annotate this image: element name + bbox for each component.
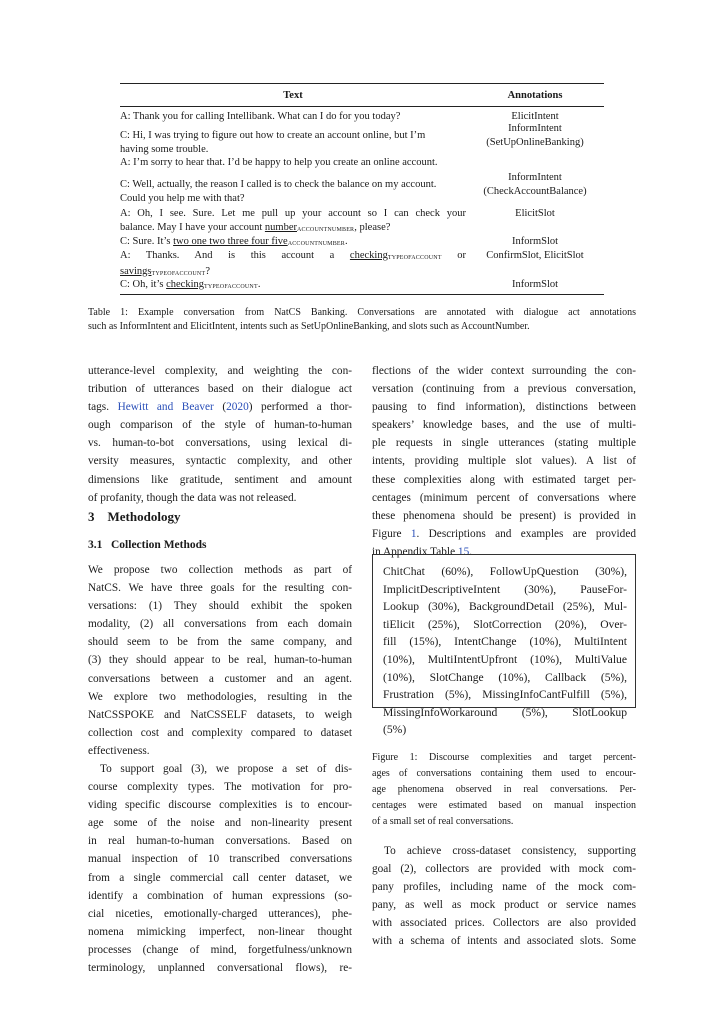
text-line — [372, 525, 636, 543]
text-line: manual inspection of 10 transcribed conversations — [88, 853, 352, 866]
slot-value: two one two three four five — [173, 236, 288, 247]
text-line: We explore two methodologies, resulting in the — [88, 690, 352, 703]
table-ref-link[interactable]: 15 — [457, 545, 470, 558]
text-span: ? — [205, 265, 210, 277]
text-line: centages were estimated based on manual inspection — [372, 800, 636, 811]
right-paragraph-1 — [372, 362, 636, 561]
text-line: these phenomena should be present) is provided in — [372, 509, 636, 522]
subsection-number: 3.1 — [88, 539, 103, 551]
text-line: (10%), SlotChange (10%), Callback (5%), — [383, 670, 627, 684]
text-line: utterance-level complexity, and weighting the con- — [88, 365, 352, 377]
slot-value: checking — [166, 279, 204, 290]
text-line: To support goal (3), we propose a set of dis- — [100, 763, 352, 775]
text-line: nomena mimicking imperfect, non-linear thought — [88, 925, 352, 938]
slot-label: TYPEOFACCOUNT — [387, 255, 442, 261]
figure-1-box — [372, 554, 636, 737]
text-line: centages (minimum percent of conversations where — [372, 491, 636, 504]
text-line: conversations between a customer and an agent. — [88, 672, 352, 685]
text-line: versations: (1) They should exhibit the spoken — [88, 600, 352, 613]
table-header-text: Text — [283, 90, 303, 101]
caption-line: such as InformIntent and ElicitIntent, intents such as SetUpOnlineBanking, and slots such as AccountNumber. — [88, 321, 530, 332]
text-line: effectiveness. — [88, 744, 150, 757]
slot-value: number — [264, 221, 297, 233]
text-line: Frustration (5%), MissingInfoCantFulfill (5%), — [383, 688, 627, 702]
text-line: ImplicitDescriptiveIntent (30%), PauseFor- — [383, 582, 627, 596]
annotation-line: InformIntent — [508, 172, 562, 183]
text-line: Figure 1: Discourse complexities and target percent- — [372, 752, 636, 763]
text-line: MissingInfoWorkaround (5%), SlotLookup — [383, 705, 627, 719]
text-span: Figure — [372, 527, 411, 540]
table-header-annotations: Annotations — [507, 90, 563, 101]
text-span: . — [257, 279, 261, 290]
annotation-line: InformIntent — [508, 123, 562, 134]
row-text-cont: Could you help me with that? — [120, 192, 245, 204]
text-line: ough comparison of the style of human-to-human — [88, 419, 352, 432]
text-line: goal (2), collectors are provided with mock com- — [372, 863, 636, 876]
row-annotation: InformSlot — [511, 236, 559, 247]
row-annotation — [466, 171, 604, 198]
text-line: processes (change of mind, forgetfulness/unknown — [88, 943, 352, 956]
text-line: in real human-to-human conversations. Based on — [88, 835, 352, 848]
citation-year-link[interactable]: 2020 — [226, 401, 249, 414]
text-line: Lookup (30%), BackgroundDetail (25%), Mul- — [383, 600, 627, 614]
text-line: tribution of utterances based on their dialogue act — [88, 383, 352, 396]
text-span: . — [344, 236, 348, 247]
row-annotation: ConfirmSlot, ElicitSlot — [486, 250, 584, 261]
text-span: , please? — [354, 221, 391, 233]
text-line: cial niceties, emotionally-charged utterances), phe- — [88, 907, 352, 920]
text-line: To achieve cross-dataset consistency, supporting — [384, 845, 636, 857]
table-row — [120, 278, 466, 294]
row-annotation: ElicitSlot — [515, 208, 555, 219]
row-text: C: Hi, I was trying to figure out how to create an account online, but I’m — [120, 130, 426, 141]
text-span: C: Sure. It’s — [120, 236, 174, 247]
text-span: tags. — [88, 401, 118, 414]
slot-label: TYPEOFACCOUNT — [204, 284, 258, 290]
text-line: age some of the noise and non-linearity present — [88, 817, 352, 830]
slot-value: checking — [349, 250, 388, 261]
text-line: pany, as well as mock product or service names — [372, 899, 636, 912]
section-title: Methodology — [107, 509, 181, 524]
text-line: dimensions like gratitude, sentiment and amount — [88, 473, 352, 486]
row-text-cont: having some trouble. — [120, 143, 209, 155]
text-line: pausing to find information), distinctions between — [372, 401, 636, 414]
text-line: versation (continuing from a previous conversation, — [372, 383, 636, 396]
text-line: viding specific discourse complexities is to encour- — [88, 799, 352, 812]
figure-1-caption — [372, 750, 636, 830]
annotation-line: (SetUpOnlineBanking) — [486, 136, 584, 148]
text-line: versity measures, syntactic complexity, and other — [88, 455, 352, 468]
table-caption — [88, 306, 636, 334]
annotation-line: (CheckAccountBalance) — [483, 185, 587, 197]
text-line: pany profiles, including name of the mock com- — [372, 881, 636, 894]
text-line: speakers’ knowledge bases, and the use of multi- — [372, 419, 636, 432]
text-line: age phenomena observed in real conversations. Per- — [372, 784, 636, 795]
text-line: modality, (2) all conversations from each domain — [88, 618, 352, 631]
text-line: tiElicit (25%), SlotCorrection (20%), Over- — [383, 617, 627, 631]
text-span: or — [441, 250, 466, 261]
text-line: of a small set of real conversations. — [372, 816, 514, 827]
right-paragraph-2 — [372, 842, 636, 951]
figure-ref-link[interactable]: 1 — [410, 527, 417, 540]
text-span: C: Oh, it’s — [120, 279, 167, 290]
text-line: of profanity, though the data was not released. — [88, 491, 297, 504]
complexity-list — [383, 563, 627, 739]
table-bottom-rule — [120, 294, 604, 295]
row-text — [120, 249, 466, 265]
table-row — [120, 129, 466, 156]
section-number: 3 — [88, 509, 95, 524]
table-row — [120, 178, 466, 205]
row-annotation: InformSlot — [511, 279, 559, 290]
slot-value: savings — [120, 265, 152, 277]
citation-link[interactable]: Hewitt and Beaver — [117, 401, 214, 414]
text-line: with associated prices. Collectors are also provided — [372, 917, 636, 930]
text-line: should seem to be from the same company, and — [88, 636, 352, 649]
text-line: NatCSSPOKE and NatCSSELF datasets, to weigh — [88, 708, 352, 721]
text-span: A: Thanks. And is this account a — [120, 250, 350, 261]
row-text: A: Oh, I see. Sure. Let me pull up your account so I can check your — [120, 208, 466, 219]
text-line: flections of the wider context surrounding the con- — [372, 365, 636, 377]
text-line: with a schema of intents and associated slots. Some — [372, 935, 636, 948]
left-paragraph-3 — [88, 760, 352, 977]
row-text: A: I’m sorry to hear that. I’d be happy to help you create an online account. — [120, 157, 438, 168]
table-top-rule — [120, 83, 604, 84]
row-text: A: Thank you for calling Intellibank. What can I do for you today? — [120, 111, 401, 122]
text-line: vs. human-to-bot conversations, using lexical di- — [88, 437, 352, 450]
left-paragraph-1 — [88, 362, 352, 507]
text-span: ) performed a thor- — [248, 401, 352, 414]
slot-label: ACCOUNTNUMBER — [296, 226, 355, 233]
text-line: in Appendix Table 15. — [372, 545, 473, 558]
row-text-cont — [120, 221, 466, 237]
text-line: NatCS. We have three goals for the resulting con- — [88, 582, 352, 595]
text-line: intents, providing multiple slot values). A list of — [372, 455, 636, 468]
caption-line: Table 1: Example conversation from NatCS Banking. Conversations are annotated with dialogue act annotations — [88, 307, 636, 318]
slot-label: TYPEOFACCOUNT — [151, 270, 206, 277]
section-heading — [88, 509, 180, 525]
text-line: tags. Hewitt and Beaver (2020) performed a thor- — [88, 401, 352, 414]
row-text: C: Well, actually, the reason I called is to check the balance on my account. — [120, 179, 437, 190]
row-annotation: ElicitIntent — [511, 111, 559, 122]
table-header-rule — [120, 106, 604, 107]
text-line: course complexity types. The motivation for pro- — [88, 781, 352, 794]
text-line: ages of conversations containing them used to encour- — [372, 768, 636, 779]
table-row — [120, 249, 466, 280]
subsection-heading — [88, 539, 207, 551]
text-line: We propose two collection methods as part of — [88, 564, 352, 576]
text-span: balance. May I have your account — [120, 221, 265, 233]
text-line: identify a combination of human expressions (so- — [88, 889, 352, 902]
text-span: in Appendix Table — [372, 545, 458, 558]
table-row — [120, 207, 466, 236]
text-span: . Descriptions and examples are provided — [416, 527, 636, 540]
slot-label: ACCOUNTNUMBER — [287, 241, 345, 247]
subsection-title: Collection Methods — [111, 539, 207, 551]
text-line: these complexities along with estimated target per- — [372, 473, 636, 486]
text-line: terminology, unplanned conversational flows), re- — [88, 962, 352, 975]
text-line: (5%) — [383, 723, 407, 737]
table-row — [120, 156, 466, 170]
table-row — [120, 110, 466, 124]
row-annotation — [466, 122, 604, 149]
text-line: (3) they should appear to be real, human-to-human — [88, 654, 352, 667]
text-line: collection cost and complexity compared to dataset — [88, 726, 352, 739]
text-line: (10%), MultiIntentUpfront (10%), MultiValue — [383, 652, 627, 666]
text-line: ChitChat (60%), FollowUpQuestion (30%), — [383, 565, 627, 578]
text-line: fill (15%), IntentChange (10%), MultiIntent — [383, 635, 627, 649]
text-line: from a single commercial call center dataset, we — [88, 871, 352, 884]
left-paragraph-2 — [88, 561, 352, 760]
text-line: ple requests in single utterances (stating multiple — [372, 437, 636, 450]
